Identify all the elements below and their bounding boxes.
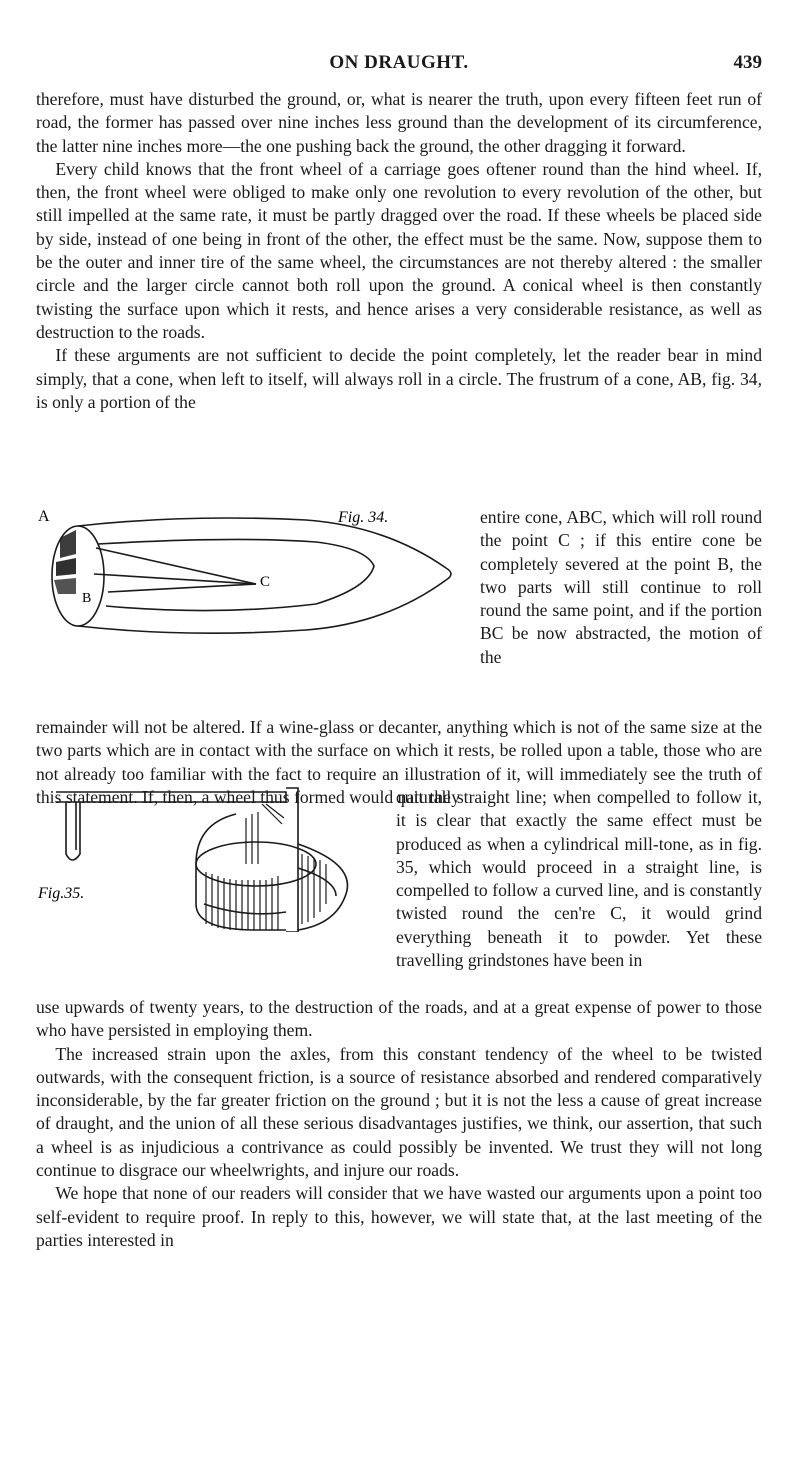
paragraph-3: If these arguments are not sufficient to decide the point completely, let the reader bear in mind simply, that a cone, when left to itself, will always roll in a circle. The frustrum of a cone, AB, fig. 34, is only a portion of the — [36, 345, 762, 412]
page-number: 439 — [733, 52, 762, 73]
page-title: ON DRAUGHT. — [329, 52, 469, 73]
label-b: B — [82, 591, 92, 606]
fig-35-side-paragraph: quit the straight line; when compelled to follow it, it is clear that exactly the same effect must be produced as when a cylindrical mill-tone, as in fig. 35, which would proceed in a straight line, is compelled to follow a curved line, and is constantly twisted round the cen're C, it would grind everything beneath it to powder. Yet these travelling grindstones have been in — [396, 787, 762, 971]
paragraph-2: Every child knows that the front wheel of a carriage goes oftener round than the hind wheel. If, then, the front wheel were obliged to make only one revolution to every revolution of the other, but still impelled at the same rate, it must be partly dragged over the road. If these wheels be placed side by side, instead of one being in front of the other, the effect must be the same. Now, suppose them to be the outer and inner tire of the same wheel, the circumstances are not thereby altered : the smaller circle and the larger circle cannot both roll upon the ground. A conical wheel is then constantly twisting the surface upon which it rests, and hence arises a very considerable resistance, as well as destruction to the roads. — [36, 158, 762, 342]
paragraph-1: therefore, must have disturbed the ground, or, what is nearer the truth, upon every fifteen feet run of road, the former has passed over nine inches less ground than the development of its circumference, the latter nine inches more—the one pushing back the ground, the other dragging it forward. — [36, 89, 762, 156]
fig-34-side-paragraph: entire cone, ABC, which will roll round the point C ; if this entire cone be completely severed at the point B, the two parts will still continue to roll round the same point, and if the portion BC be now abstracted, the motion of the — [480, 507, 762, 667]
figure-34 — [36, 508, 476, 636]
text-block-3 — [36, 996, 762, 1252]
figure-35 — [36, 784, 380, 932]
text-block-1 — [36, 88, 762, 414]
fig-34-side-text — [480, 506, 762, 669]
fig-34-caption: Fig. 34. — [338, 509, 389, 526]
paragraph-6: The increased strain upon the axles, from this constant tendency of the wheel to be twisted outwards, with the consequent friction, is a source of resistance absorbed and rendered comparatively inconsiderable, by the far greater friction on the ground ; but it is not the less a cause of great increase of draught, and the union of all these serious disadvantages justifies, we think, our assertion, that such a wheel is as injudicious a contrivance as could possibly be invented. We trust they will not long continue to disgrace our wheelwrights, and injure our roads. — [36, 1043, 762, 1181]
label-c: C — [260, 574, 271, 590]
figure-35-drawing — [36, 784, 380, 932]
figure-34-drawing — [36, 508, 476, 636]
paragraph-7: We hope that none of our readers will consider that we have wasted our arguments upon a point too self-evident to require proof. In reply to this, however, we will state that, at the last meeting of the parties interested in — [36, 1183, 762, 1250]
fig-35-caption: Fig.35. — [38, 885, 85, 902]
label-a: A — [38, 508, 50, 525]
paragraph-5: use upwards of twenty years, to the destruction of the roads, and at a great expense of power to those who have persisted in employing them. — [36, 997, 762, 1041]
fig-35-side-text — [396, 786, 762, 972]
paragraph-4: remainder will not be altered. If a wine-glass or decanter, anything which is not of the same size at the two parts which are in contact with the surface on which it rests, be rolled upon a table, those who are not already too familiar with the fact to require an illustration of it, will immediately see the truth of this statement. If, then, a wheel thus formed would naturally — [36, 717, 762, 807]
running-header — [36, 52, 762, 82]
